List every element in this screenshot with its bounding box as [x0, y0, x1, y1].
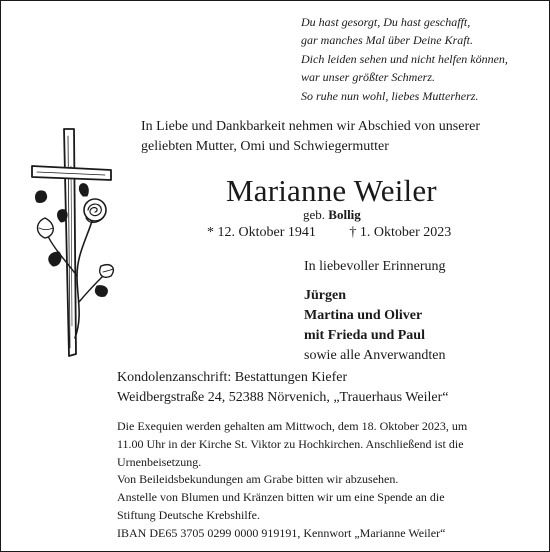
mourner-name: Martina und Oliver	[304, 308, 423, 323]
note-line: Urnenbeisetzung.	[117, 454, 202, 469]
note-line: 11.00 Uhr in der Kirche St. Viktor zu Hochkirchen. Anschließend ist die	[117, 436, 464, 451]
intro-text	[141, 117, 480, 157]
mourners-closing: sowie alle Anverwandten	[304, 348, 446, 363]
birth-date: * 12. Oktober 1941	[207, 225, 316, 240]
poem	[301, 13, 508, 105]
mourner-name: mit Frieda und Paul	[304, 328, 425, 343]
note-line: Von Beileidsbekundungen am Grabe bitten wir abzusehen.	[117, 472, 399, 487]
poem-line: So ruhe nun wohl, liebes Mutterherz.	[301, 88, 479, 103]
mourner-name: Jürgen	[304, 288, 346, 303]
birth-prefix: geb.	[303, 207, 326, 222]
poem-line: Du hast gesorgt, Du hast geschafft,	[301, 15, 471, 29]
poem-line: war unser größter Schmerz.	[301, 70, 435, 85]
service-notes	[117, 418, 467, 543]
note-line: Die Exequien werden gehalten am Mittwoch, dem 18. Oktober 2023, um	[117, 419, 468, 433]
cross-with-rose-icon	[31, 126, 119, 358]
mourners-block	[304, 257, 446, 366]
intro-line: In Liebe und Dankbarkeit nehmen wir Abschied von unserer	[141, 119, 481, 134]
poem-line: Dich leiden sehen und nicht helfen können,	[301, 51, 508, 66]
maiden-name: Bollig	[328, 207, 361, 222]
condolence-line: Kondolenzanschrift: Bestattungen Kiefer	[117, 370, 348, 385]
poem-line: gar manches Mal über Deine Kraft.	[301, 33, 473, 48]
condolence-address	[117, 368, 448, 408]
life-dates	[207, 225, 451, 241]
condolence-line: Weidbergstraße 24, 52388 Nörvenich, „Trauerhaus Weiler“	[117, 390, 449, 405]
deceased-name: Marianne Weiler	[226, 173, 437, 208]
birth-name	[303, 207, 361, 223]
death-date: † 1. Oktober 2023	[349, 225, 452, 240]
note-line: Stiftung Deutsche Krebshilfe.	[117, 507, 260, 522]
mourners-heading: In liebevoller Erinnerung	[304, 259, 446, 274]
note-line: IBAN DE65 3705 0299 0000 919191, Kennwort „Marianne Weiler“	[117, 525, 446, 540]
intro-line: geliebten Mutter, Omi und Schwiegermutter	[141, 139, 389, 154]
spacer	[304, 277, 446, 286]
note-line: Anstelle von Blumen und Kränzen bitten wir um eine Spende an die	[117, 490, 445, 505]
